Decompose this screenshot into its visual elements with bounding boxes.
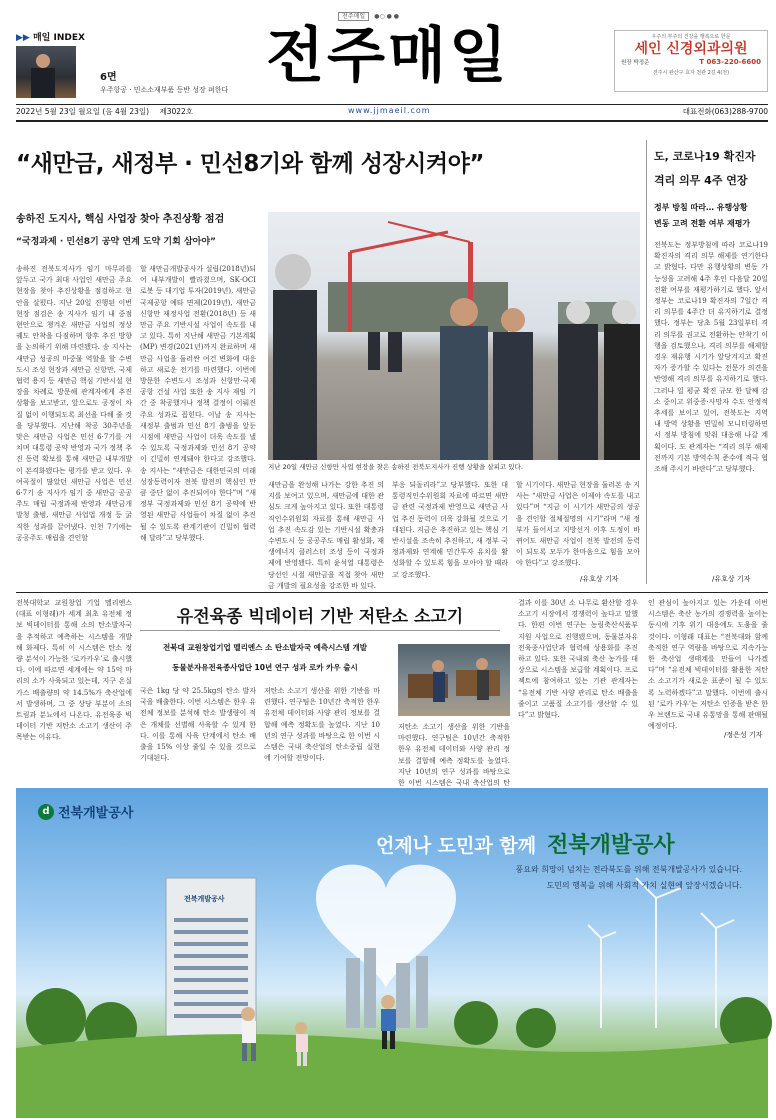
ad-brand: 전북개발공사 <box>58 806 134 821</box>
dateline-date: 2022년 5월 23일 월요일 (음 4월 23일) <box>16 107 150 116</box>
top-ad-name: 세인 신경외과의원 <box>634 41 748 57</box>
index-header <box>16 30 248 43</box>
building-sign: 전북개발공사 <box>184 895 225 903</box>
lead-subhead-1: 송하진 도지사, 핵심 사업장 찾아 추진상황 점검 <box>16 214 225 225</box>
second-photo[interactable] <box>398 644 510 716</box>
index-thumbnail[interactable] <box>16 46 76 98</box>
second-byline: /정은성 기자 <box>724 731 763 739</box>
lead-column-2: 할 새만금개발공사가 설립(2018년)되어 내부개발이 빨라졌으며, SK·OCI 로봇 등 대기업 투자(2019년), 새만금 국제공항 예타 면제(2019년), 새만금 신항만 재정사업 전환(2018년) 등 새만금 주요 기반시설 사업이 속도를 내고 있다. 특히 지난해 새만금 기본계획(MP) 변경(2021년)까지 완료하며 새만금 사업을 둘러싼 여건 변화에 대응하고 새로운 전기를 마련했다. 이번에 방문한 수변도시 조성과 신항만·국제공항 건설 사업 또한 송 지사 재임 기간 중 착공했거나 정책 결정이 이뤄진 주요 성과로 꼽힌다. 이날 송 지사는 새정부 출범과 민선 8기 출범을 앞둔 시점에 새만금 사업이 더욱 속도를 낼 수 있도록 국정과제와 민선 8기 공약이 긴밀히 연계돼야 한다고 강조했다. 송 지사는 “새만금은 대한민국의 미래 성장동력이자 전북 발전의 핵심인 만큼 중단 없이 추진되어야 한다”며 “새정부 국정과제와 민선 8기 공약에 반영된 새만금 사업들이 차질 없이 추진될 수 있도록 관계기관이 긴밀히 협력해 달라”고 당부했다. <box>140 265 256 542</box>
print-mark-label: 전주매일 <box>338 12 369 21</box>
second-subhead-1: 전북대 교원창업기업 멜리엔스 소 탄소발자국 예측시스템 개발 <box>162 643 368 652</box>
second-column-4: 결과 이를 30년 소 나무로 환산할 경우 소고기 시장에서 경쟁력이 높다고 말했다. 한편 이번 연구는 농림축산식품부 지원 사업으로 진행됐으며, 동물분자유전육종사업단과 협력해 상용화를 추진하고 있다. 또한 국내외 축산 농가를 대상으로 시스템을 보급할 계획이다. 프로젝트에 참여하고 있는 기관 관계자는 “유전체 기반 사양 관리로 탄소 배출을 줄이고 고품질 소고기를 생산할 수 있다”고 밝혔다. <box>518 599 638 720</box>
ad-logo <box>38 802 133 821</box>
lead-headline: “새만금, 새정부 · 민선8기와 함께 성장시켜야” <box>16 151 484 177</box>
masthead-title: 전주매일 <box>266 21 510 91</box>
dateline <box>16 106 768 119</box>
ad-line-1: 풍요와 희망이 넘치는 전라북도를 위해 전북개발공사가 있습니다. <box>515 865 742 874</box>
print-mark <box>338 3 438 20</box>
top-ad-slogan: 우주의 부주의 건강을 행복으로 한문 <box>651 34 731 40</box>
lead-side-divider <box>646 140 647 584</box>
masthead-url[interactable]: www.jjmaeil.com <box>348 106 431 115</box>
lead-column-1: 송하진 전북도지사가 임기 마무리를 앞두고 국가 최대 사업인 새만금 주요 현장을 찾아 추진상황을 점검하고 현안을 살폈다. 지난 20일 진행된 이번 현장 점검은 송 지사가 임기 내 중점 현안으로 챙겨온 새만금 사업의 정상 궤도 안착을 다짐하며 향후 추진 방향을 논의하기 위해 마련됐다. 송 지사는 새만금 성공의 마중물 역할을 할 수변도시 조성 현장과 새만금 신항만, 국제협력 용지 등 새만금 핵심 기반시설 현장을 차례로 방문해 관계자에게 추진상황을 보고받고, 앞으로도 공정이 차질 없이 이행되도록 최선을 다해 줄 것을 당부했다. 지난해 착공 30주년을 맞은 새만금 사업은 민선 6·7기를 거치며 대통령 공약 반영과 국가 정책 추진 동력 확보를 통해 새만금 내부개발이 본격화됐다는 평가를 받고 있다. 우여곡절이 많았던 새만금 사업은 민선 6·7기 송 지사가 임기 중 새만금 공공주도 매립 국정과제 반영과 새만금개발청 출범, 새만금 사업법 개정 등 굵직한 성과를 끌어냈다. 인천 7기에는 공공주도 매립을 견인할 <box>16 265 132 542</box>
index-page: 6면 <box>100 72 117 83</box>
ad-slogan-b: 전북개발공사 <box>547 833 675 858</box>
lead-column-3: 새만금을 완성해 나가는 강한 추진 의지를 보여고 있으며, 새만금에 대한 관심도 크게 높아지고 있다. 또한 대통령 직인수위원회 자료를 통해 새만금 사업 추진 속도감 있는 기반시설 확충과 수변도시 등 공공주도 매립 활성화, 재생에너지 클러스터 조성 등이 국정과제에 반영됐다. 특히 윤석열 대통령은 당선인 시절 새만금을 직접 찾아 새만금 개발의 필요성을 강조한 바 있다. <box>268 481 384 590</box>
top-ad[interactable] <box>614 30 768 92</box>
ad-slogan <box>376 828 675 859</box>
lead-photo-caption: 지난 20일 새만금 신항만 사업 현장을 찾은 송하진 전북도지사가 진행 상황을 살피고 있다. <box>268 463 523 471</box>
ad-line-2: 도민의 행복을 위해 사회적 가치 실현에 앞장서겠습니다. <box>546 881 742 890</box>
registration-dots: ●○ ● ● <box>374 13 400 20</box>
second-column-3: 저탄소 소고기 생산을 위한 기반을 마련했다. 연구팀은 10년간 축적한 한우 유전체 데이터와 사양 관리 정보를 결합해 예측 정확도를 높였다. 지난 10년의 연구 성과를 바탕으로 한 이번 시스템은 국내 축산업의 탄소중립 실현에 기여할 전망이다. <box>264 687 380 763</box>
top-ad-doctor: 원장 박정준 <box>621 60 650 66</box>
top-ad-phone: T 063-220-6600 <box>699 58 761 66</box>
second-column-2: 국은 1kg 당 약 25.5kg의 탄소 발자국을 배출한다. 이번 시스템은 한우 유전체 정보를 분석해 탄소 발생량이 적은 개체를 선별해 사육할 수 있게 한다. 이를 통해 사육 단계에서 탄소 배출을 15% 이상 줄일 수 있을 것으로 기대된다. <box>140 687 256 763</box>
dateline-rule-top <box>16 104 768 105</box>
side-title-1: 도, 코로나19 확진자 <box>654 150 756 163</box>
index-label: 매일 INDEX <box>32 33 85 43</box>
section-rule <box>16 592 768 593</box>
side-subtitle-2: 변동 고려 전환 여부 재평가 <box>654 219 751 228</box>
dateline-rule-bottom <box>16 120 768 122</box>
ad-slogan-a: 언제나 도민과 함께 <box>376 835 537 857</box>
index-summary: 우주항공 · 민소소재부품 등반 성장 펴한다 <box>100 86 229 94</box>
ad-logo-icon: d <box>38 804 54 820</box>
side-title-2: 격리 의무 4주 연장 <box>654 174 748 187</box>
side-subtitle-1: 정부 방침 따라… 유행상황 <box>654 203 748 212</box>
second-column-5: 인 관심이 높아지고 있는 가운데 이번 시스템은 축산 농가의 경쟁력을 높이는 동시에 기후 위기 대응에도 도움을 줄 것이다. 이형래 대표는 “전북대와 함께 축적한 연구 역량을 바탕으로 지속가능한 축산업 생태계를 만들어 나가겠다”며 “유전체 빅데이터를 활용한 저탄소 소고기가 새로운 표준이 될 수 있도록 노력하겠다”고 말했다. 이번에 출시된 ‘로카 카우’는 저탄소 인증을 받은 한우 브랜드로 국내 유통망을 통해 판매될 예정이다. <box>648 599 768 731</box>
second-headline: 유전육종 빅데이터 기반 저탄소 소고기 <box>176 607 464 627</box>
index-arrow-icon: ▶▶ <box>16 33 30 43</box>
second-column-1: 전북대학교 교원창업 기업 멜리엔스(대표 이형래)가 세계 최초 유전체 정보 빅데이터를 통해 소의 탄소발자국을 추적하고 예측하는 시스템을 개발해 화제다. 특히 이 시스템은 탄소 정량 분석이 가능한 ‘로카카우’로 출시했다. 이에 따르면 세계에는 약 15억 마리의 소가 사육되고 있는데, 지구 온실가스 배출량의 약 14.5%가 축산업에서 발생하며, 그 중 상당 부분이 소의 트림과 분뇨에서 나온다. 유전육종 빅데이터 기반 저탄소 소고기 생산이 주목받는 이유다. <box>16 599 132 742</box>
top-ad-address: 전주시 완산구 효자 천관 2길 4(전) <box>652 70 730 76</box>
cattle-illustration <box>398 644 510 716</box>
second-subhead-2: 동물분자유전육종사업단 10년 연구 성과 로카 카우 출시 <box>172 663 358 672</box>
bottom-ad[interactable] <box>16 788 768 1118</box>
lead-column-5: 할 시기이다. 새만금 현장을 둘러본 송 지사는 “새만금 사업은 이제야 속도를 내고 있다”며 “지금 이 시기가 새만금의 성공을 견인할 절체절명의 시기”라며 “새 정부가 들어서고 지방선거 이후 도정이 바뀌어도 새만금 사업이 전북 발전의 동력이 되도록 모두가 한마음으로 힘을 모아야 한다”고 강조했다. <box>516 481 640 568</box>
dateline-issue: 제3022호 <box>159 107 194 116</box>
lead-subhead-2: “국정과제 · 민선8기 공약 연계 도약 기회 삼아야” <box>16 237 216 247</box>
lead-photo[interactable] <box>268 212 640 460</box>
lead-byline: /유호상 기자 <box>580 575 619 583</box>
side-column: 전북도는 정부방침에 따라 코로나19 확진자의 격리 의무 해제를 연기한다고 밝혔다. 다만 유행상황의 변동 가능성을 고려해 4주 후인 다음달 20일 전환 여부를 재평가하기로 했다. 앞서 정부는 코로나19 확진자의 7일간 격리 의무를 4주간 더 유지하기로 결정했다. 정부는 당초 5월 23일부터 격리 의무를 권고로 전환하는 안착기 이행을 검토했으나, 격리 의무를 해제할 경우 재유행 시기가 앞당겨지고 확진자가 증가할 수 있다는 전문가 의견을 반영해 격리 의무를 유지하기로 했다. 그러나 일 평균 확진 규모 한 달째 감소 중이고 위중증·사망자 수도 안정적 추세를 보이고 있어, 전북도는 지역 내 방역 상황을 면밀히 모니터링하면서 정부 방침에 맞춰 대응해 나갈 계획이다. 도 관계자는 “격리 의무 해제 전까지 기본 방역수칙 준수에 적극 협조해 주시기 바란다”고 당부했다. <box>654 241 768 474</box>
dateline-contact: 대표전화(063)288-9700 <box>682 107 768 116</box>
second-headline-rule <box>140 630 500 631</box>
lead-column-4: 부응 되돌리라”고 당부했다. 또한 대통령직인수위원회 자료에 따르면 새만금 관련 국정과제 반영으로 새만금 사업 추진 동력이 더욱 강화될 것으로 기대된다. 지금은 추진하고 있는 핵심 기반시설을 조속히 추진하고, 새 정부 국정과제와 연계해 민간투자 유치를 활성화할 수 있도록 힘을 모아야 할 때라고 강조했다. <box>392 481 508 579</box>
side-byline: /유호상 기자 <box>712 575 751 583</box>
second-column-3b: 저탄소 소고기 생산을 위한 기반을 마련했다. 연구팀은 10년간 축적한 한우 유전체 데이터와 사양 관리 정보를 결합해 예측 정확도를 높였다. 지난 10년의 연구 성과를 바탕으로 한 이번 시스템은 국내 축산업의 탄 <box>398 723 510 788</box>
construction-site-illustration <box>268 212 640 460</box>
index-box <box>16 30 248 100</box>
